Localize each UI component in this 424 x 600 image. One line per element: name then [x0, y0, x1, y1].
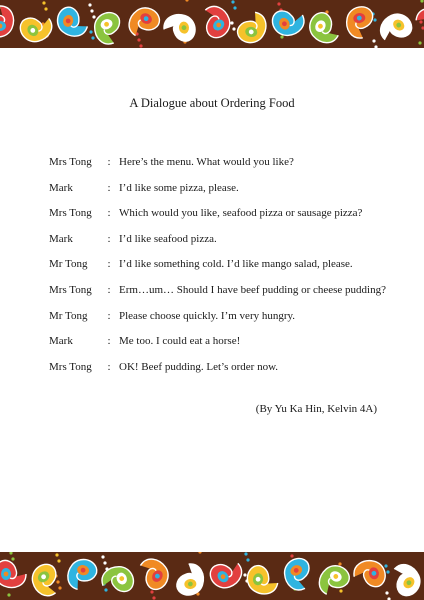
border-dot	[58, 586, 61, 589]
speech-text: Which would you like, seafood pizza or sausage pizza?	[119, 207, 363, 220]
border-dot	[231, 0, 234, 3]
dialogue-list	[49, 150, 389, 380]
speaker-name: Mrs Tong	[49, 156, 92, 168]
page-title: A Dialogue about Ordering Food	[129, 96, 295, 110]
border-dot	[372, 39, 375, 42]
speaker-name: Mark	[49, 181, 73, 194]
speaker-separator: :	[107, 335, 111, 348]
border-dot	[137, 38, 140, 41]
dialogue-line	[49, 227, 389, 253]
speech-text: Please choose quickly. I’m very hungry.	[119, 309, 296, 322]
border-dot	[246, 558, 249, 561]
border-dot	[386, 570, 389, 573]
border-dot	[89, 30, 92, 33]
speaker-name: Mark	[49, 232, 73, 245]
dialogue-line	[49, 176, 389, 202]
border-dot	[44, 7, 47, 10]
dialogue-line	[49, 150, 389, 176]
speaker-name: Mrs Tong	[49, 283, 92, 296]
speech-text: I’d like some pizza, please.	[119, 181, 239, 194]
border-dot	[280, 35, 283, 38]
top-paisley-border	[0, 0, 424, 48]
border-dot	[419, 20, 422, 23]
speech-text: I’d like something cold. I’d like mango salad, please.	[119, 258, 353, 271]
dialogue-line	[49, 252, 389, 278]
speaker-separator: :	[107, 207, 111, 220]
border-dot	[243, 573, 246, 576]
speaker-separator: :	[107, 309, 111, 322]
border-dot	[230, 21, 233, 24]
border-dot	[338, 562, 341, 565]
border-dot	[91, 36, 94, 39]
speaker-name: Mrs Tong	[49, 360, 92, 373]
border-dot	[104, 588, 107, 591]
speech-text: Here’s the menu. What would you like?	[119, 156, 294, 168]
border-dot	[56, 580, 59, 583]
dialogue-line	[49, 278, 389, 304]
speech-text: Erm…um… Should I have beef pudding or cheese pudding?	[119, 283, 386, 296]
border-dot	[232, 27, 235, 30]
border-dot	[92, 15, 95, 18]
author-credit: (By Yu Ka Hin, Kelvin 4A)	[255, 403, 377, 415]
border-dot	[385, 591, 388, 594]
border-dot	[11, 557, 14, 560]
border-dot	[90, 9, 93, 12]
border-dot	[42, 1, 45, 4]
border-dot	[290, 554, 293, 557]
dialogue-line	[49, 304, 389, 330]
border-dot	[57, 559, 60, 562]
speaker-separator: :	[107, 232, 111, 245]
border-dot	[55, 553, 58, 556]
border-dot	[103, 561, 106, 564]
speech-text: OK! Beef pudding. Let’s order now.	[119, 360, 279, 373]
speaker-name: Mr Tong	[49, 258, 88, 271]
border-dot	[7, 593, 10, 596]
border-dot	[339, 589, 342, 592]
speech-text: I’d like seafood pizza.	[119, 232, 217, 245]
speaker-separator: :	[107, 360, 111, 373]
border-dot	[152, 596, 155, 599]
speaker-name: Mark	[49, 335, 73, 348]
bottom-paisley-border	[0, 552, 424, 600]
border-dot	[373, 18, 376, 21]
border-dot	[150, 590, 153, 593]
border-dot	[88, 3, 91, 6]
dialogue-line	[49, 329, 389, 355]
border-dot	[244, 552, 247, 555]
border-dot	[139, 44, 142, 47]
border-dot	[384, 564, 387, 567]
border-dot	[101, 555, 104, 558]
speaker-name: Mr Tong	[49, 309, 88, 322]
border-dot	[233, 6, 236, 9]
border-dot	[418, 41, 421, 44]
dialogue-line	[49, 355, 389, 381]
speaker-separator: :	[107, 283, 111, 296]
speaker-separator: :	[107, 156, 111, 168]
dialogue-line	[49, 201, 389, 227]
border-dot	[277, 2, 280, 5]
speaker-separator: :	[107, 181, 111, 194]
speech-text: Me too. I could eat a horse!	[119, 335, 241, 348]
speaker-name: Mrs Tong	[49, 207, 92, 220]
speaker-separator: :	[107, 258, 111, 271]
